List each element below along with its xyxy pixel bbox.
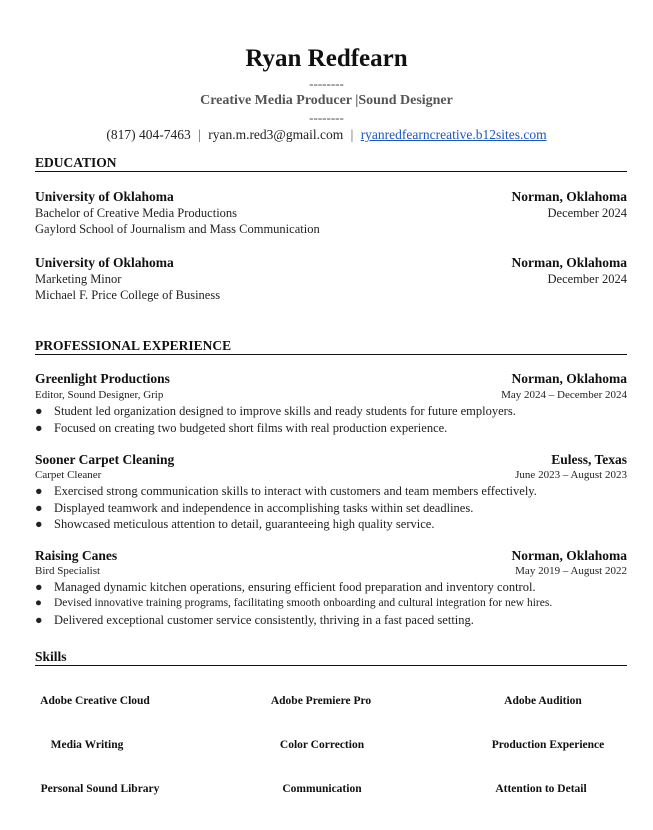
bullet-text: Student led organization designed to improve skills and ready students for future employers. — [54, 404, 516, 418]
job-bullet — [35, 501, 473, 516]
skill-item: Production Experience — [491, 739, 605, 751]
skill-item: Adobe Audition — [504, 695, 582, 707]
bullet-icon: ● — [35, 613, 43, 627]
bullet-icon: ● — [35, 484, 43, 498]
header-divider-top: -------- — [309, 76, 344, 91]
contact-separator: | — [350, 127, 354, 142]
education-school: University of Oklahoma — [35, 189, 174, 204]
skill-item: Personal Sound Library — [40, 783, 160, 795]
job-company: Greenlight Productions — [35, 371, 170, 386]
section-heading-experience: PROFESSIONAL EXPERIENCE — [35, 338, 232, 353]
subtitle-role-1: Creative Media Producer — [200, 93, 356, 108]
job-bullet — [35, 613, 474, 628]
skill-item: Media Writing — [50, 739, 124, 751]
subtitle-role-2: Sound Designer — [358, 93, 453, 108]
contact-line — [0, 127, 653, 143]
education-date: December 2024 — [547, 272, 627, 286]
header-divider-bottom: -------- — [309, 110, 344, 125]
job-bullet — [35, 517, 434, 532]
job-bullet — [35, 484, 537, 499]
section-rule — [35, 665, 627, 666]
education-college: Michael F. Price College of Business — [35, 288, 221, 302]
website-link[interactable]: ryanredfearncreative.b12sites.com — [360, 127, 547, 142]
bullet-text: Showcased meticulous attention to detail, guaranteeing high quality service. — [54, 517, 435, 531]
education-location: Norman, Oklahoma — [511, 189, 627, 204]
education-location: Norman, Oklahoma — [511, 255, 627, 270]
bullet-text: Delivered exceptional customer service consistently, thriving in a fast paced setting. — [54, 613, 474, 627]
education-date: December 2024 — [547, 206, 627, 220]
bullet-icon: ● — [35, 404, 43, 418]
section-heading-skills: Skills — [35, 649, 67, 664]
resume-name: Ryan Redfearn — [245, 45, 408, 72]
contact-separator: | — [198, 127, 201, 142]
education-college: Gaylord School of Journalism and Mass Communication — [35, 222, 320, 236]
job-bullet — [35, 404, 516, 419]
skill-item: Adobe Premiere Pro — [270, 695, 372, 707]
education-degree: Marketing Minor — [35, 272, 122, 286]
skill-item: Color Correction — [279, 739, 365, 751]
skill-item: Communication — [282, 783, 362, 795]
bullet-icon: ● — [35, 580, 43, 594]
job-dates: June 2023 – August 2023 — [515, 469, 627, 481]
email-address: ryan.m.red3@gmail.com — [208, 127, 344, 142]
job-bullet — [35, 421, 447, 436]
job-role: Editor, Sound Designer, Grip — [35, 389, 164, 401]
subtitle-separator: | — [355, 93, 359, 108]
bullet-icon: ● — [35, 597, 42, 609]
bullet-text: Devised innovative training programs, facilitating smooth onboarding and cultural integration for new hires. — [54, 597, 553, 609]
job-location: Norman, Oklahoma — [511, 371, 627, 386]
job-company: Raising Canes — [35, 548, 118, 563]
section-heading-education: EDUCATION — [35, 155, 117, 170]
job-role: Carpet Cleaner — [35, 469, 102, 481]
job-location: Norman, Oklahoma — [511, 548, 627, 563]
phone-number: (817) 404-7463 — [106, 127, 191, 142]
bullet-icon: ● — [35, 421, 43, 435]
job-bullet — [35, 580, 536, 595]
skill-item: Attention to Detail — [495, 783, 587, 795]
section-rule — [35, 171, 627, 172]
education-school: University of Oklahoma — [35, 255, 174, 270]
bullet-text: Managed dynamic kitchen operations, ensuring efficient food preparation and inventory control. — [54, 580, 536, 594]
job-bullet — [35, 597, 552, 609]
bullet-icon: ● — [35, 517, 43, 531]
skill-item: Adobe Creative Cloud — [40, 695, 150, 707]
job-location: Euless, Texas — [551, 452, 627, 467]
job-company: Sooner Carpet Cleaning — [35, 452, 175, 467]
job-role: Bird Specialist — [35, 565, 101, 577]
bullet-text: Focused on creating two budgeted short films with real production experience. — [54, 421, 448, 435]
job-dates: May 2019 – August 2022 — [515, 565, 627, 577]
bullet-icon: ● — [35, 501, 43, 515]
section-rule — [35, 354, 627, 355]
bullet-text: Displayed teamwork and independence in accomplishing tasks within set deadlines. — [54, 501, 474, 515]
education-degree: Bachelor of Creative Media Productions — [35, 206, 238, 220]
job-dates: May 2024 – December 2024 — [501, 389, 627, 401]
bullet-text: Exercised strong communication skills to interact with customers and team members effectively. — [54, 484, 537, 498]
resume-subtitle — [0, 93, 653, 109]
